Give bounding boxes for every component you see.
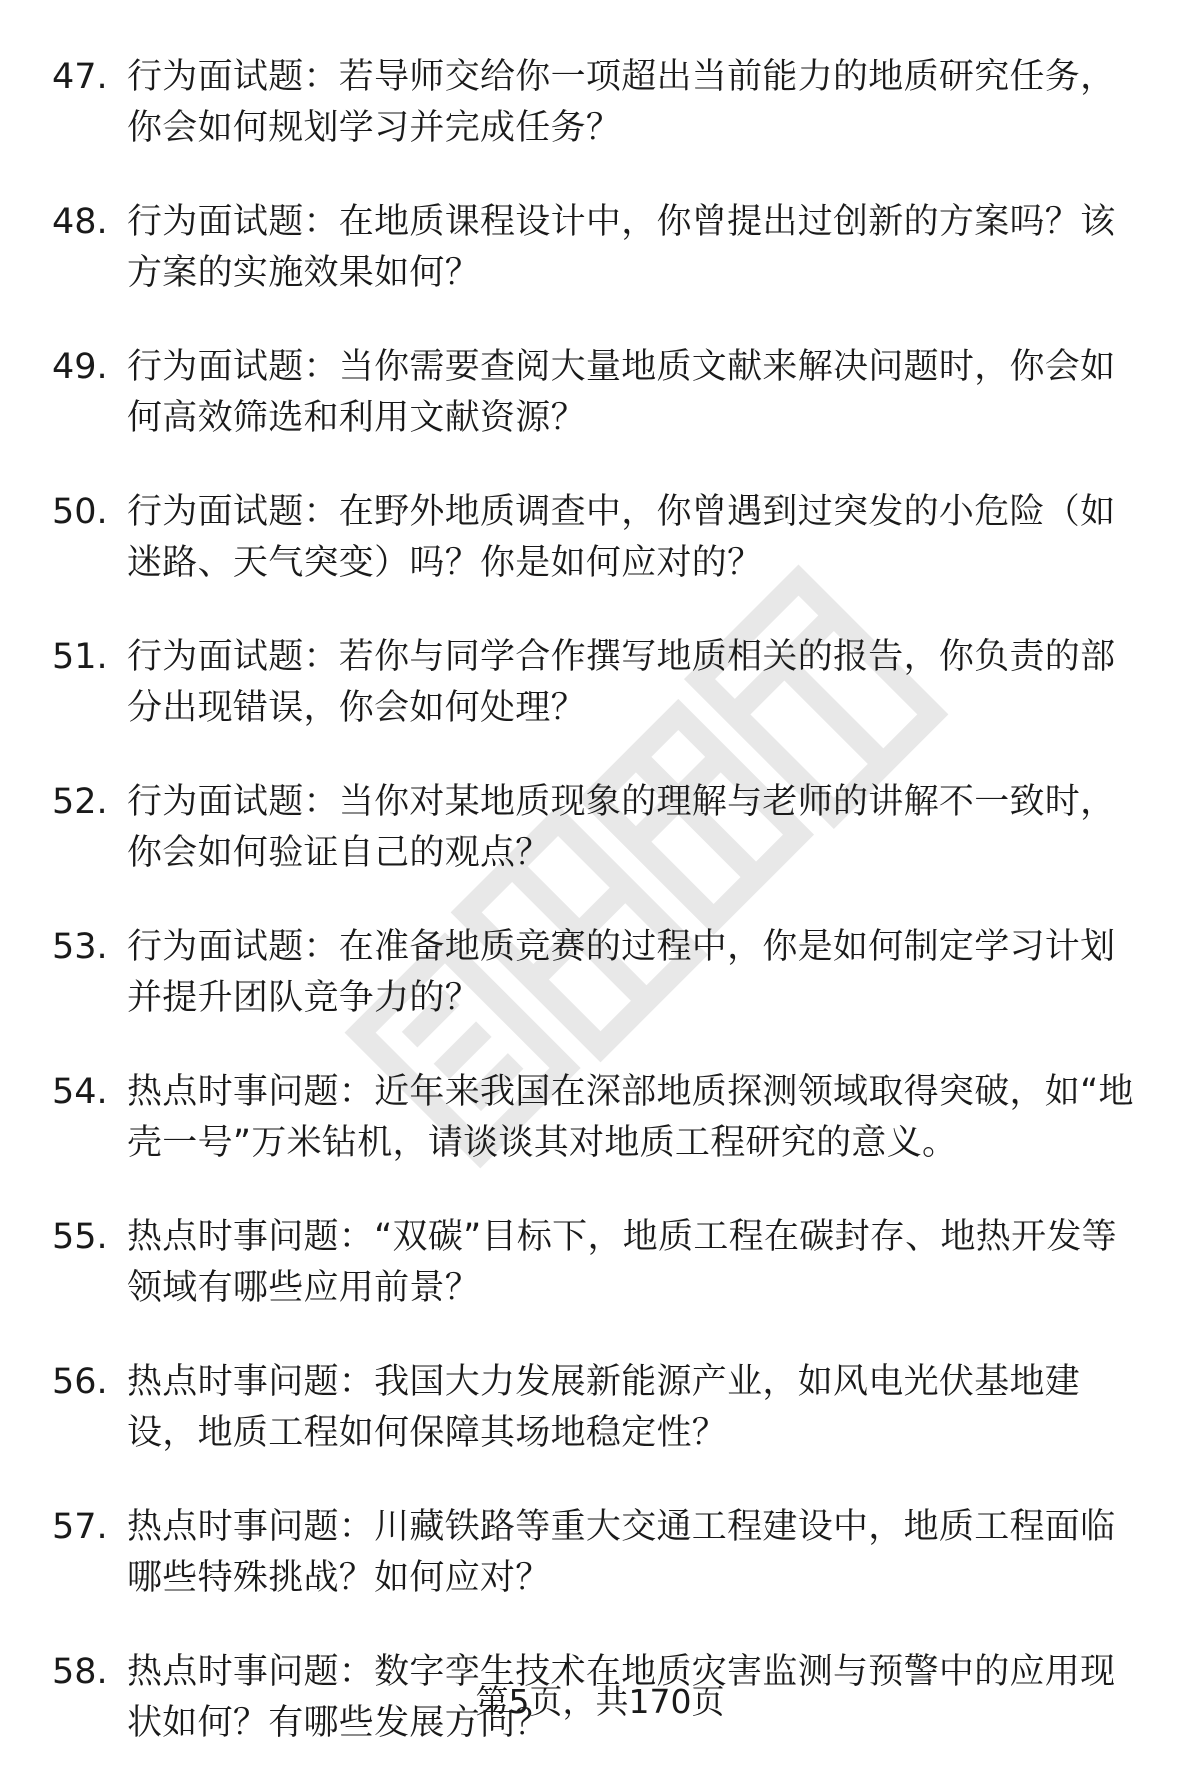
question-item [52, 1502, 1152, 1647]
question-text: 热点时事问题：“双碳”目标下，地质工程在碳封存、地热开发等领域有哪些应用前景？ [127, 1217, 1117, 1308]
question-number: 56. [52, 1362, 108, 1402]
question-text: 行为面试题：当你需要查阅大量地质文献来解决问题时，你会如何高效筛选和利用文献资源？ [127, 347, 1116, 438]
question-text: 行为面试题：当你对某地质现象的理解与老师的讲解不一致时，你会如何验证自己的观点？ [127, 782, 1116, 873]
question-number: 53. [52, 927, 108, 967]
question-text: 行为面试题：在野外地质调查中，你曾遇到过突发的小危险（如迷路、天气突变）吗？你是如何应对的？ [127, 492, 1116, 583]
question-item [52, 922, 1152, 1067]
question-number: 55. [52, 1217, 108, 1257]
question-text: 行为面试题：若导师交给你一项超出当前能力的地质研究任务，你会如何规划学习并完成任务？ [127, 57, 1116, 148]
question-text: 热点时事问题：近年来我国在深部地质探测领域取得突破，如“地壳一号”万米钻机，请谈谈其对地质工程研究的意义。 [127, 1072, 1134, 1163]
question-item [52, 777, 1152, 922]
question-list [52, 52, 1152, 1792]
question-text: 热点时事问题：我国大力发展新能源产业，如风电光伏基地建设，地质工程如何保障其场地稳定性？ [127, 1362, 1081, 1453]
question-number: 47. [52, 57, 108, 97]
question-text: 行为面试题：若你与同学合作撰写地质相关的报告，你负责的部分出现错误，你会如何处理？ [127, 637, 1116, 728]
question-number: 51. [52, 637, 108, 677]
question-number: 48. [52, 202, 108, 242]
question-text: 热点时事问题：数字孪生技术在地质灾害监测与预警中的应用现状如何？有哪些发展方向？ [127, 1652, 1116, 1743]
question-text: 行为面试题：在地质课程设计中，你曾提出过创新的方案吗？该方案的实施效果如何？ [127, 202, 1116, 293]
question-item [52, 1067, 1152, 1212]
question-number: 49. [52, 347, 108, 387]
question-number: 58. [52, 1652, 108, 1692]
question-text: 热点时事问题：川藏铁路等重大交通工程建设中，地质工程面临哪些特殊挑战？如何应对？ [127, 1507, 1116, 1598]
question-item [52, 342, 1152, 487]
question-number: 50. [52, 492, 108, 532]
question-number: 52. [52, 782, 108, 822]
question-item [52, 487, 1152, 632]
page-footer: 第5页，共170页 [475, 1682, 725, 1721]
question-item [52, 632, 1152, 777]
question-number: 54. [52, 1072, 108, 1112]
question-number: 57. [52, 1507, 108, 1547]
question-item [52, 1212, 1152, 1357]
question-item [52, 1357, 1152, 1502]
question-item [52, 52, 1152, 197]
question-text: 行为面试题：在准备地质竞赛的过程中，你是如何制定学习计划并提升团队竞争力的？ [127, 927, 1116, 1018]
question-item [52, 197, 1152, 342]
